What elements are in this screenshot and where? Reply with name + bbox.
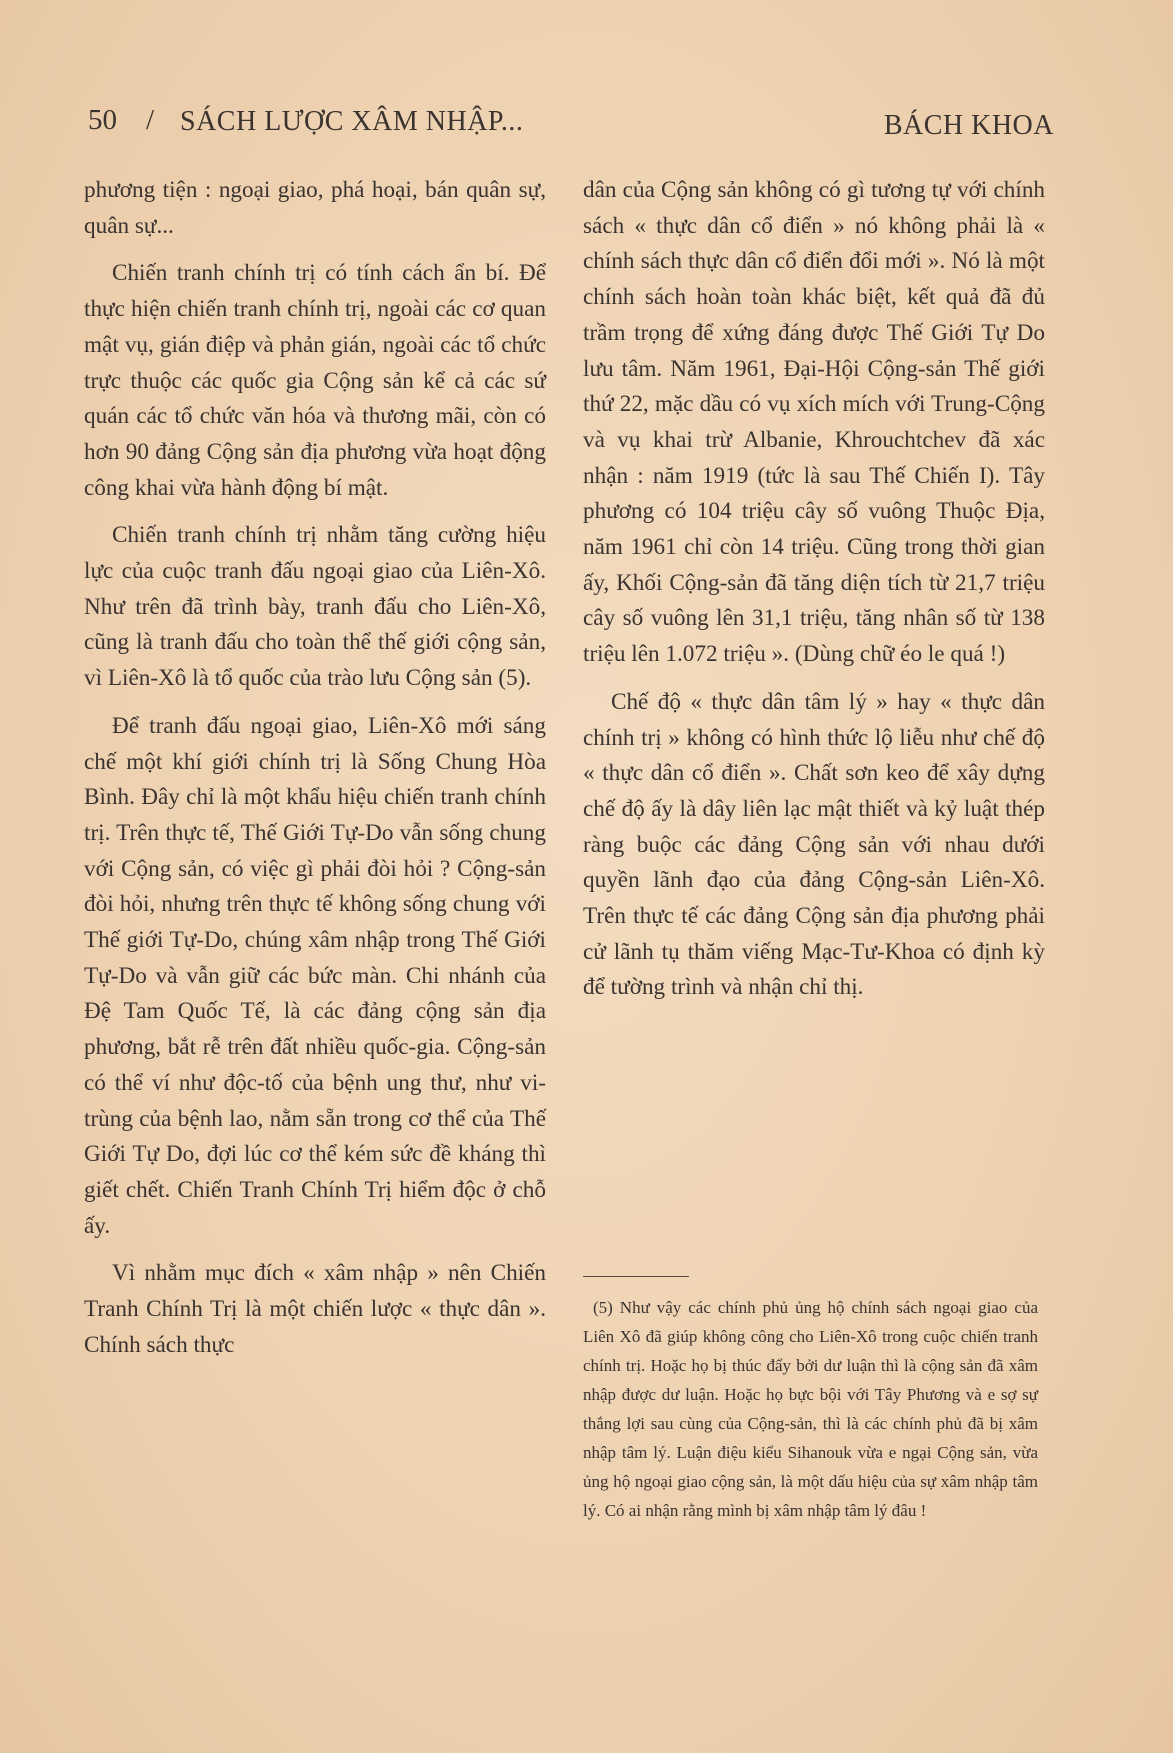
- paragraph: Chế độ « thực dân tâm lý » hay « thực dân chính trị » không có hình thức lộ liễu như chế độ « thực dân cổ điển ». Chất sơn keo để xây dựng chế độ ấy là dây liên lạc mật thiết và kỷ luật thép ràng buộc các đảng Cộng sản với nhau dưới quyền lãnh đạo của đảng Cộng-sản Liên-Xô. Trên thực tế các đảng Cộng sản địa phương phải cử lãnh tụ thăm viếng Mạc-Tư-Khoa có định kỳ để tường trình và nhận chỉ thị.: [583, 688, 1045, 1001]
- journal-name: BÁCH KHOA: [883, 110, 1054, 141]
- paragraph: Chiến tranh chính trị có tính cách ẩn bí. Để thực hiện chiến tranh chính trị, ngoài các cơ quan mật vụ, gián điệp và phản gián, ngoài các tổ chức trực thuộc các quốc gia Cộng sản kể cả các sứ quán các tổ chức văn hóa và thương mãi, còn có hơn 90 đảng Cộng sản địa phương vừa hoạt động công khai vừa hành động bí mật.: [84, 260, 546, 501]
- header-separator: /: [146, 104, 155, 136]
- running-title: SÁCH LƯỢC XÂM NHẬP...: [180, 106, 524, 137]
- page-number: 50: [88, 104, 117, 136]
- running-header: [88, 100, 1054, 150]
- left-column: [84, 173, 546, 1364]
- paragraph: Vì nhằm mục đích « xâm nhập » nên Chiến Tranh Chính Trị là một chiến lược « thực dân ». Chính sách thực: [84, 1260, 546, 1358]
- right-column: [583, 173, 1045, 1006]
- footnote-divider: [583, 1276, 689, 1277]
- footnote: [583, 1293, 1038, 1525]
- paragraph: dân của Cộng sản không có gì tương tự với chính sách « thực dân cổ điển » nó không phải là « chính sách thực dân cổ điển đổi mới ». Nó là một chính sách hoàn toàn khác biệt, kết quả đã đủ trầm trọng để xứng đáng được Thế Giới Tự Do lưu tâm. Năm 1961, Đại-Hội Cộng-sản Thế giới thứ 22, mặc dầu có vụ xích mích với Trung-Cộng và vụ khai trừ Albanie, Khrouchtchev đã xác nhận : năm 1919 (tức là sau Thế Chiến I). Tây phương có 104 triệu cây số vuông Thuộc Địa, năm 1961 chỉ còn 14 triệu. Cũng trong thời gian ấy, Khối Cộng-sản đã tăng diện tích từ 21,7 triệu cây số vuông lên 31,1 triệu, tăng nhân số từ 138 triệu lên 1.072 triệu ». (Dùng chữ éo le quá !): [583, 177, 1045, 668]
- paragraph: Chiến tranh chính trị nhằm tăng cường hiệu lực của cuộc tranh đấu ngoại giao của Liên-Xô. Như trên đã trình bày, tranh đấu cho Liên-Xô, cũng là tranh đấu cho toàn thể thế giới cộng sản, vì Liên-Xô là tổ quốc của trào lưu Cộng sản (5).: [84, 522, 546, 692]
- paragraph: phương tiện : ngoại giao, phá hoại, bán quân sự, quân sự...: [84, 177, 546, 239]
- footnote-text: (5) Như vậy các chính phủ ủng hộ chính sách ngoại giao của Liên Xô đã giúp không công cho Liên-Xô trong cuộc chiến tranh chính trị. Hoặc họ bị thúc đẩy bởi dư luận thì là cộng sản đã xâm nhập được dư luận. Hoặc họ bực bội với Tây Phương và e sợ sự thắng lợi sau cùng của Cộng-sản, thì là các chính phủ đã bị xâm nhập tâm lý. Luận điệu kiểu Sihanouk vừa e ngại Cộng sản, vừa ủng hộ ngoại giao cộng sản, là một dấu hiệu của sự xâm nhập tâm lý. Có ai nhận rằng mình bị xâm nhập tâm lý đâu !: [583, 1298, 1038, 1520]
- paragraph: Để tranh đấu ngoại giao, Liên-Xô mới sáng chế một khí giới chính trị là Sống Chung Hòa Bình. Đây chỉ là một khẩu hiệu chiến tranh chính trị. Trên thực tế, Thế Giới Tự-Do vẫn sống chung với Cộng sản, có việc gì phải đòi hỏi ? Cộng-sản đòi hỏi, nhưng trên thực tế không sống chung với Thế giới Tự-Do, chúng xâm nhập trong Thế Giới Tự-Do và vẫn giữ các bức màn. Chi nhánh của Đệ Tam Quốc Tế, là các đảng cộng sản địa phương, bắt rễ trên đất nhiều quốc-gia. Cộng-sản có thể ví như độc-tố của bệnh ung thư, như vi-trùng của bệnh lao, nằm sẵn trong cơ thể của Thế Giới Tự Do, đợi lúc cơ thể kém sức đề kháng thì giết chết. Chiến Tranh Chính Trị hiểm độc ở chỗ ấy.: [84, 712, 546, 1239]
